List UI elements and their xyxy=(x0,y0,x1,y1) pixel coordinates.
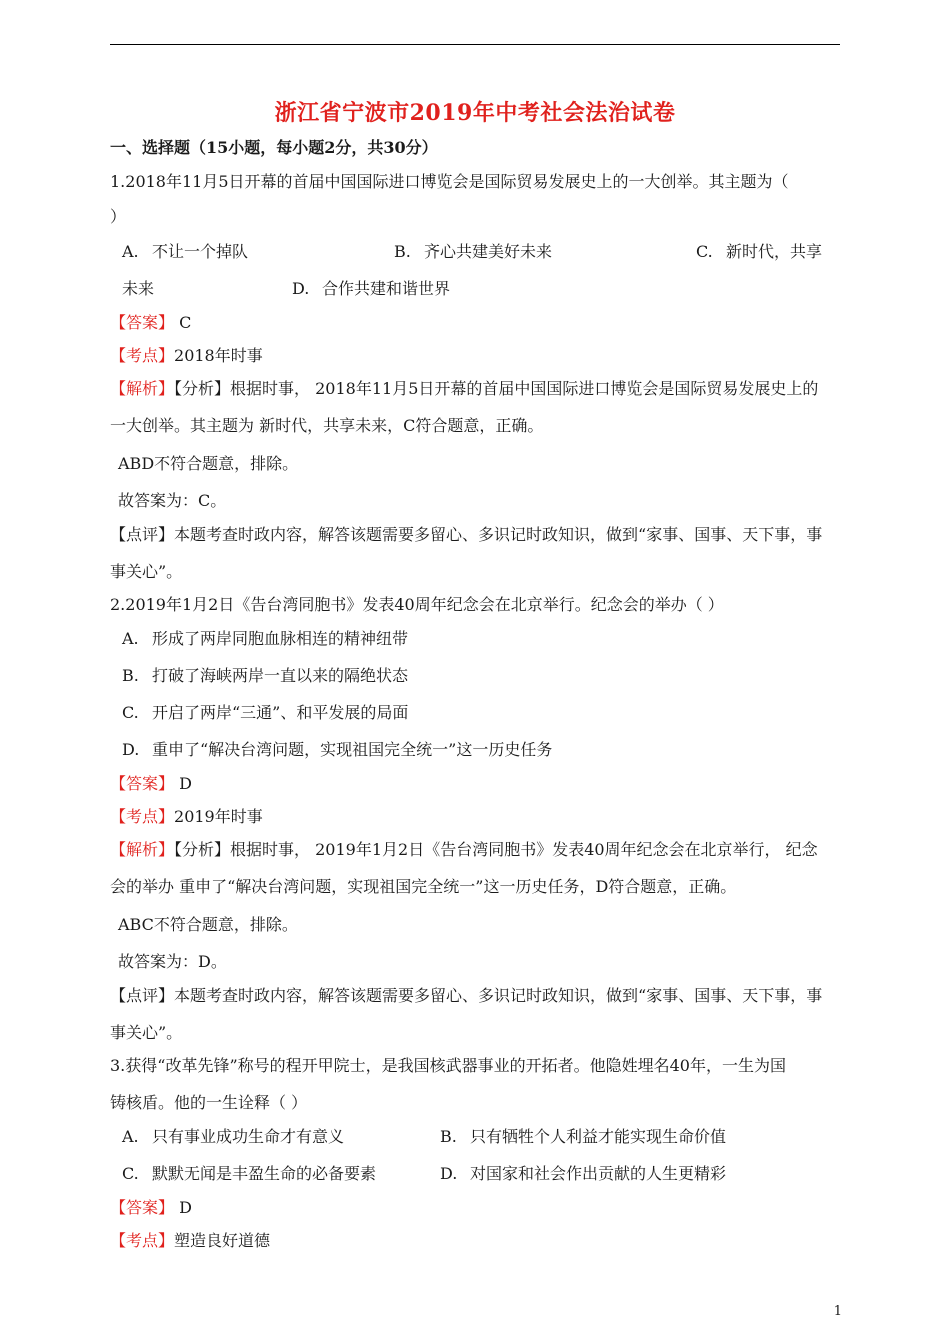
option-letter: A. xyxy=(122,1127,139,1146)
option-letter: B. xyxy=(394,242,411,261)
analysis-tag: 【解析】 xyxy=(110,379,175,398)
option-letter: D. xyxy=(292,279,310,298)
q1-option-c-cont: 未来 xyxy=(122,279,155,298)
option-text: 默默无闻是丰盈生命的必备要素 xyxy=(152,1164,377,1183)
review-tag: 【点评】 xyxy=(110,986,175,1005)
answer-value: D xyxy=(174,1198,192,1217)
q2-analysis-line1 xyxy=(110,840,818,860)
option-text: 只有牺牲个人利益才能实现生命价值 xyxy=(470,1127,727,1146)
q1-stem-line1: 1.2018年11月5日开幕的首届中国国际进口博览会是国际贸易发展史上的一大创举。其主题为（ xyxy=(110,172,789,191)
q1-stem-line2: ） xyxy=(110,207,127,226)
q2-analysis-line4: 故答案为：D。 xyxy=(118,952,227,971)
review-tag: 【点评】 xyxy=(110,525,175,544)
header-rule xyxy=(110,44,840,45)
analysis-text: 根据时事， 2018年11月5日开幕的首届中国国际进口博览会是国际贸易发展史上的 xyxy=(230,379,819,398)
q1-option-b xyxy=(394,242,552,262)
answer-tag: 【答案】 xyxy=(110,1198,175,1217)
option-letter: C. xyxy=(122,1164,139,1183)
q1-analysis-line2: 一大创举。其主题为 新时代，共享未来，C符合题意，正确。 xyxy=(110,416,544,435)
option-letter: A. xyxy=(122,629,139,648)
option-text: 重申了“解决台湾问题，实现祖国完全统一”这一历史任务 xyxy=(152,740,553,759)
q3-option-a xyxy=(122,1127,344,1147)
q3-option-d xyxy=(440,1164,726,1184)
fenxi-tag: 【分析】 xyxy=(174,379,231,398)
option-text: 打破了海峡两岸一直以来的隔绝状态 xyxy=(152,666,409,685)
point-value: 2018年时事 xyxy=(174,346,263,365)
analysis-tag: 【解析】 xyxy=(110,840,175,859)
q1-option-d xyxy=(292,279,450,299)
q3-option-b xyxy=(440,1127,726,1147)
q2-stem: 2.2019年1月2日《告台湾同胞书》发表40周年纪念会在北京举行。纪念会的举办（ ） xyxy=(110,595,724,614)
option-letter: C. xyxy=(122,703,139,722)
q2-option-b xyxy=(122,666,408,686)
q1-review-line2: 事关心”。 xyxy=(110,562,183,581)
q2-point xyxy=(110,807,263,827)
q1-analysis-line3: ABD不符合题意，排除。 xyxy=(118,454,299,473)
option-letter: A. xyxy=(122,242,139,261)
q2-analysis-line2: 会的举办 重申了“解决台湾问题，实现祖国完全统一”这一历史任务，D符合题意，正确。 xyxy=(110,877,737,896)
q1-option-c xyxy=(696,242,822,262)
q2-analysis-line3: ABC不符合题意，排除。 xyxy=(118,915,298,934)
section-heading: 一、选择题（15小题，每小题2分，共30分） xyxy=(110,138,438,157)
option-text: 不让一个掉队 xyxy=(152,242,249,261)
option-text: 只有事业成功生命才有意义 xyxy=(152,1127,345,1146)
page-number: 1 xyxy=(833,1304,842,1319)
point-tag: 【考点】 xyxy=(110,346,175,365)
point-tag: 【考点】 xyxy=(110,807,175,826)
option-text: 对国家和社会作出贡献的人生更精彩 xyxy=(470,1164,727,1183)
analysis-text: 根据时事， 2019年1月2日《告台湾同胞书》发表40周年纪念会在北京举行， 纪念 xyxy=(230,840,818,859)
q1-option-a xyxy=(122,242,248,262)
q3-stem-line2: 铸核盾。他的一生诠释（ ） xyxy=(110,1093,308,1112)
q1-point xyxy=(110,346,263,366)
q2-review-line1 xyxy=(110,986,822,1006)
review-text: 本题考查时政内容，解答该题需要多留心、多识记时政知识，做到“家事、国事、天下事，事 xyxy=(174,986,823,1005)
q1-analysis-line1 xyxy=(110,379,818,399)
q3-answer xyxy=(110,1198,192,1218)
option-letter: D. xyxy=(440,1164,458,1183)
q2-option-c xyxy=(122,703,408,723)
point-tag: 【考点】 xyxy=(110,1231,175,1250)
q1-answer xyxy=(110,313,191,333)
q2-option-a xyxy=(122,629,408,649)
page-title: 浙江省宁波市2019年中考社会法治试卷 xyxy=(274,100,676,126)
point-value: 2019年时事 xyxy=(174,807,263,826)
option-letter: D. xyxy=(122,740,140,759)
option-letter: B. xyxy=(122,666,139,685)
q1-review-line1 xyxy=(110,525,822,545)
answer-tag: 【答案】 xyxy=(110,313,175,332)
q2-option-d xyxy=(122,740,552,760)
q3-stem-line1: 3.获得“改革先锋”称号的程开甲院士，是我国核武器事业的开拓者。他隐姓埋名40年，一生为国 xyxy=(110,1056,786,1075)
q2-answer xyxy=(110,774,192,794)
q3-point xyxy=(110,1231,270,1251)
option-text: 合作共建和谐世界 xyxy=(322,279,451,298)
option-text: 齐心共建美好未来 xyxy=(424,242,553,261)
fenxi-tag: 【分析】 xyxy=(174,840,231,859)
review-text: 本题考查时政内容，解答该题需要多留心、多识记时政知识，做到“家事、国事、天下事，事 xyxy=(174,525,823,544)
option-letter: C. xyxy=(696,242,713,261)
q3-option-c xyxy=(122,1164,376,1184)
q2-review-line2: 事关心”。 xyxy=(110,1023,183,1042)
answer-value: D xyxy=(174,774,192,793)
q1-analysis-line4: 故答案为：C。 xyxy=(118,491,227,510)
option-text: 新时代，共享 xyxy=(726,242,823,261)
point-value: 塑造良好道德 xyxy=(174,1231,271,1250)
option-letter: B. xyxy=(440,1127,457,1146)
answer-tag: 【答案】 xyxy=(110,774,175,793)
answer-value: C xyxy=(174,313,192,332)
option-text: 形成了两岸同胞血脉相连的精神纽带 xyxy=(152,629,409,648)
option-text: 开启了两岸“三通”、和平发展的局面 xyxy=(152,703,409,722)
